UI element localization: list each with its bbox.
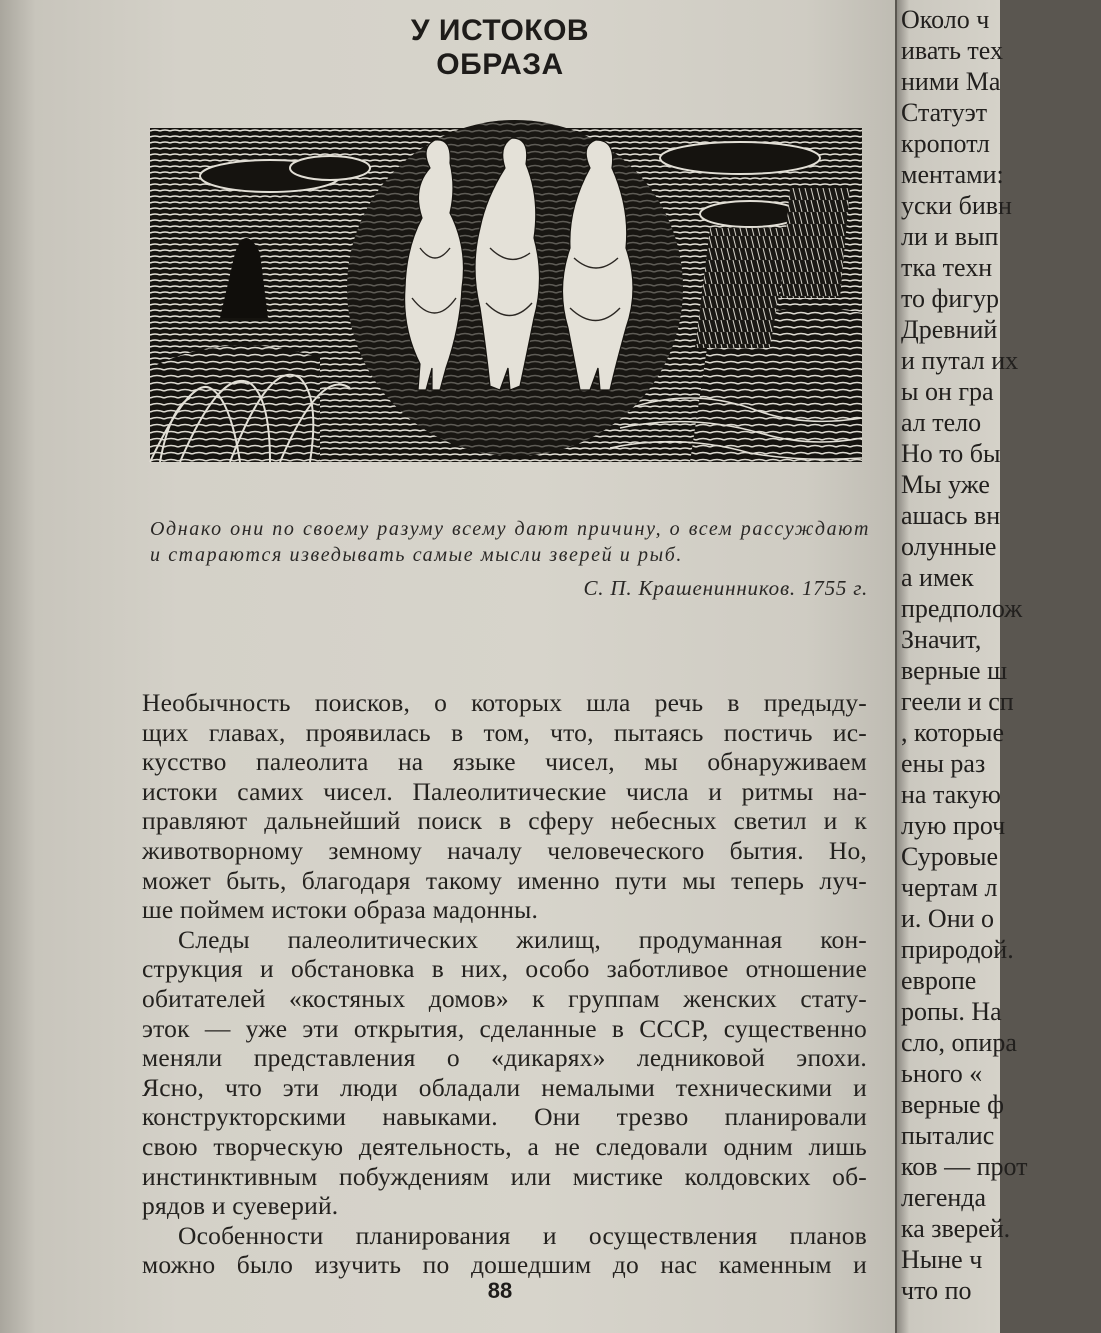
text-line: щих главах, проявилась в том, что, пытаясь постичь ис- bbox=[142, 717, 867, 747]
page-number: 88 bbox=[487, 1278, 513, 1303]
right-page-line: европе bbox=[901, 966, 977, 995]
right-page-line: ашась вн bbox=[901, 501, 1001, 530]
right-page-line: Мы уже bbox=[901, 470, 990, 499]
right-page-line: верные ф bbox=[901, 1090, 1004, 1119]
right-page-line: ков — прот bbox=[901, 1152, 1028, 1181]
text-line: животворному земному началу человеческого бытия. Но, bbox=[142, 835, 867, 865]
right-page-line: на такую bbox=[901, 780, 1001, 809]
right-page-line: легенда bbox=[901, 1183, 987, 1212]
right-page-line: то фигур bbox=[901, 284, 999, 313]
right-page-line: ментами: bbox=[901, 160, 1004, 189]
chapter-title-line-1: У ИСТОКОВ bbox=[410, 14, 590, 47]
right-page-line: ка зверей. bbox=[901, 1214, 1011, 1243]
chapter-title bbox=[300, 14, 700, 82]
epigraph-author: С. П. Крашенинников. 1755 г. bbox=[583, 576, 868, 600]
text-line: Необычность поисков, о которых шла речь в предыду- bbox=[142, 688, 867, 717]
text-line: можно было изучить по дошедшим до нас каменным и bbox=[142, 1250, 867, 1280]
text-line: рядов и суеверий. bbox=[142, 1191, 339, 1221]
right-page-line: геели и сп bbox=[901, 687, 1014, 716]
epigraph-quote: Однако они по своему разуму всему дают причину, о всем рассуждают и стараются изведывать самые мысли зверей и рыб. bbox=[150, 518, 870, 566]
text-line: может быть, благодаря такому именно пути мы теперь луч- bbox=[142, 865, 867, 895]
right-page-line: ивать тех bbox=[901, 36, 1003, 65]
right-page-line: ены раз bbox=[901, 749, 986, 778]
right-page-line: и. Они о bbox=[901, 904, 995, 933]
right-page-line: ы он гра bbox=[901, 377, 994, 406]
right-page-line: ал тело bbox=[901, 408, 982, 437]
right-page-line: лую проч bbox=[901, 811, 1006, 840]
right-page-line: Но то бы bbox=[901, 439, 1001, 468]
text-line: эток — уже эти открытия, сделанные в СССР, существенно bbox=[142, 1013, 867, 1043]
right-page-line: ли и вып bbox=[901, 222, 999, 251]
text-line: ше поймем истоки образа мадонны. bbox=[142, 895, 539, 925]
right-page-line: Суровые bbox=[901, 842, 998, 871]
text-line: Ясно, что эти люди обладали немалыми техническими и bbox=[142, 1072, 867, 1102]
right-page-line: верные ш bbox=[901, 656, 1008, 685]
right-page-line: пыталис bbox=[901, 1121, 995, 1150]
body-text bbox=[142, 688, 867, 1280]
right-page-line: Древний bbox=[901, 315, 998, 344]
chapter-title-line-2: ОБРАЗА bbox=[436, 48, 564, 81]
book-page-right bbox=[897, 0, 1028, 1333]
text-line: меняли представления о «дикарях» ледниковой эпохи. bbox=[142, 1043, 867, 1073]
right-page-line: уски бивн bbox=[901, 191, 1012, 220]
right-page-line: Ныне ч bbox=[901, 1245, 983, 1274]
text-line: обитателей «костяных домов» к группам женских стату- bbox=[142, 983, 867, 1013]
text-line: Следы палеолитических жилищ, продуманная кон- bbox=[178, 924, 867, 954]
right-page-line: и путал их bbox=[901, 346, 1019, 375]
right-page-line: кропотл bbox=[901, 129, 990, 158]
text-line: конструкторскими навыками. Они трезво планировали bbox=[142, 1102, 867, 1132]
right-page-line: что по bbox=[901, 1276, 972, 1305]
right-page-line: , которые bbox=[901, 718, 1004, 747]
right-page-line: а имек bbox=[901, 563, 974, 592]
text-line: кусство палеолита на языке чисел, мы обнаруживаем bbox=[142, 747, 867, 777]
text-line: Особенности планирования и осуществления планов bbox=[178, 1220, 867, 1250]
right-page-text bbox=[901, 4, 1101, 1306]
right-page-line: Статуэт bbox=[901, 98, 988, 127]
text-line: инстинктивным побуждениям или мистике колдовских об- bbox=[142, 1161, 867, 1191]
right-page-line: ьного « bbox=[901, 1059, 983, 1088]
text-line: струкция и обстановка в них, особо заботливое отношение bbox=[142, 954, 867, 984]
right-page-line: ропы. На bbox=[901, 997, 1002, 1026]
right-page-line: сло, опира bbox=[901, 1028, 1017, 1057]
right-page-line: Значит, bbox=[901, 625, 982, 654]
right-page-line: олунные bbox=[901, 532, 997, 561]
text-line: истоки самих чисел. Палеолитические числа и ритмы на- bbox=[142, 776, 867, 806]
right-page-line: природой. bbox=[901, 935, 1014, 964]
woodcut-illustration bbox=[150, 128, 862, 462]
text-line: правляют дальнейший поиск в сферу небесных светил и к bbox=[142, 806, 867, 836]
right-page-line: Около ч bbox=[901, 5, 990, 34]
right-page-line: ними Ма bbox=[901, 67, 1001, 96]
right-page-line: чертам л bbox=[901, 873, 998, 902]
text-line: свою творческую деятельность, а не следовали одним лишь bbox=[142, 1131, 867, 1161]
right-page-line: тка техн bbox=[901, 253, 993, 282]
right-page-line: предполож bbox=[901, 594, 1023, 623]
woodcut-figures-image bbox=[150, 128, 862, 462]
